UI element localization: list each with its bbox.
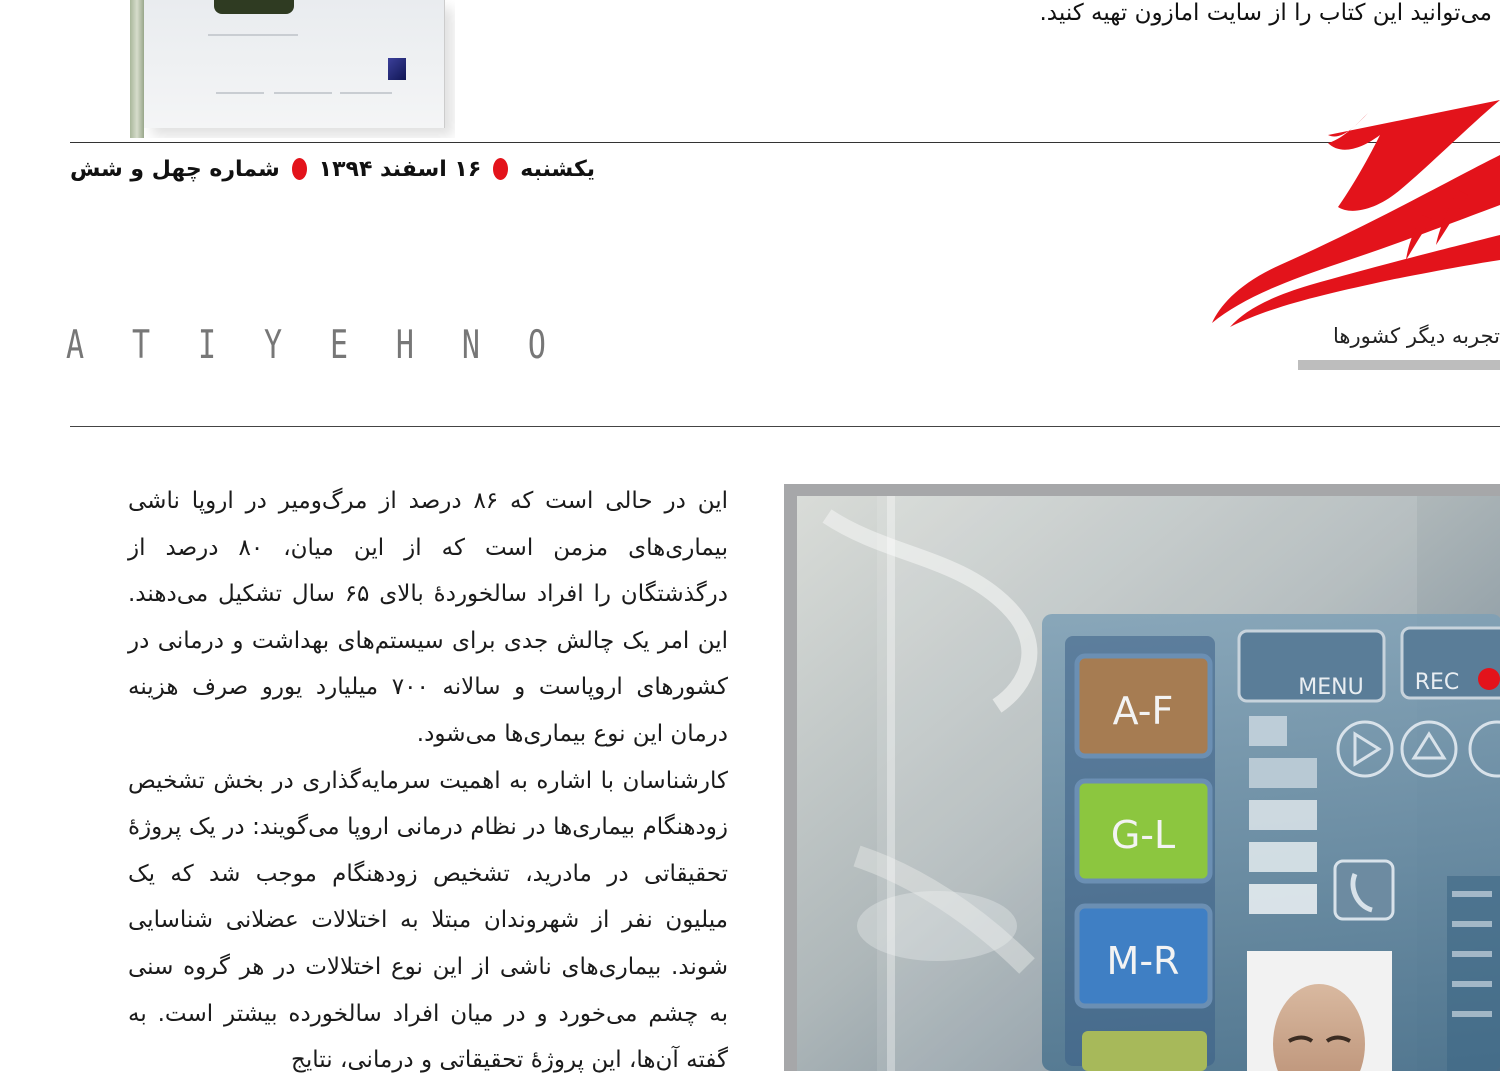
brand-code-letters — [66, 315, 546, 375]
article-body — [128, 478, 728, 1084]
article-paragraph: این در حالی است که ۸۶ درصد از مرگ‌ومیر در اروپا ناشی بیماری‌های مزمن است که از این میان، ۸۰ درصد از درگذشتگان را افراد سالخوردهٔ بالای ۶۵ سال تشکیل می‌دهند. این امر یک چالش جدی برای سیستم‌های بهداشت و درمانی در کشورهای اروپاست و سالانه ۷۰۰ میلیارد یورو صرف هزینه درمان این نوع بیماری‌ها می‌شود. — [128, 488, 728, 747]
tile-label: M-R — [1106, 939, 1180, 983]
brand-letter: E — [329, 322, 348, 368]
section-label: تجربه دیگر کشورها — [1332, 324, 1500, 348]
rec-label: REC — [1414, 670, 1460, 695]
brand-letter: N — [461, 322, 480, 368]
medical-interface-photo — [797, 496, 1500, 1071]
brand-letter: I — [197, 322, 217, 368]
middle-divider — [70, 426, 1500, 427]
issue-info — [70, 151, 595, 187]
issue-day: یکشنبه — [520, 156, 595, 182]
book-cover-image — [130, 0, 455, 138]
issue-date: ۱۶ اسفند ۱۳۹۴ — [318, 156, 482, 182]
bullet-dot-icon — [493, 158, 508, 180]
brand-letter: T — [131, 322, 151, 368]
brand-letter: O — [527, 322, 546, 368]
tile-label: A-F — [1112, 689, 1174, 733]
issue-number: شماره چهل و شش — [70, 156, 280, 182]
bullet-dot-icon — [292, 158, 307, 180]
article-paragraph: کارشناسان با اشاره به اهمیت سرمایه‌گذاری در بخش تشخیص زودهنگام بیماری‌ها در نظام درمانی اروپا می‌گویند: در یک پروژهٔ تحقیقاتی در مادرید، تشخیص زودهنگام موجب شد که یک میلیون نفر از شهروندان مبتلا به اختلالات عضلانی شناسایی شوند. بیماری‌های ناشی از این نوع اختلالات در هر گروه سنی به چشم می‌خورد و در میان افراد سالخورده بیشتر است. به گفته آن‌ها، این پروژهٔ تحقیقاتی و درمانی، نتایج — [128, 767, 728, 1074]
brand-letter: A — [66, 322, 85, 368]
brand-letter: H — [395, 322, 414, 368]
tile-label: G-L — [1110, 813, 1176, 857]
menu-label: MENU — [1298, 675, 1364, 700]
record-dot-icon — [1478, 668, 1500, 690]
phone-icon — [1335, 861, 1393, 919]
calligraphy-logo — [1200, 95, 1500, 330]
brand-letter: Y — [263, 322, 283, 368]
top-caption: می‌توانید این کتاب را از سایت امازون تهیه کنید. — [1039, 0, 1492, 26]
section-bar — [1298, 360, 1500, 370]
